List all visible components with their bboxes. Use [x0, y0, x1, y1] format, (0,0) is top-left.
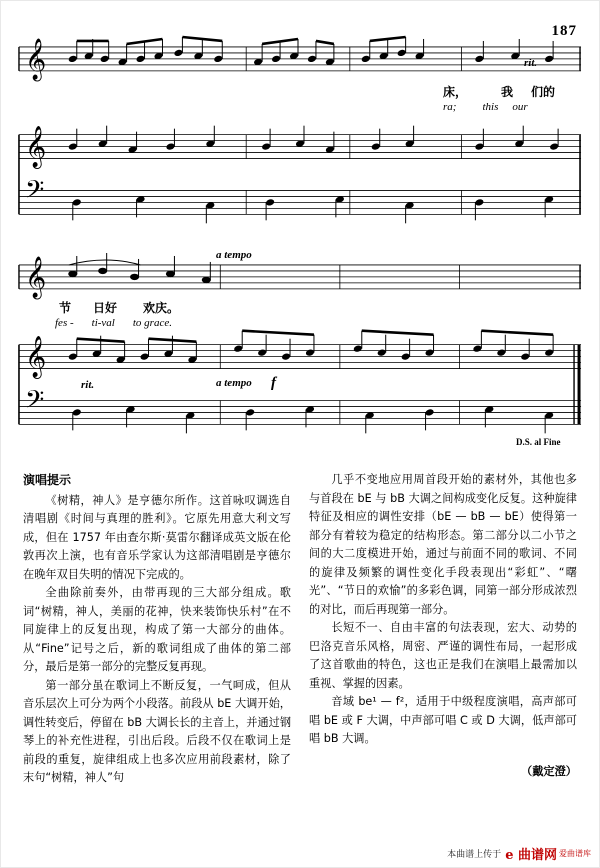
- logo-sub-text: 爱曲谱库: [559, 849, 591, 858]
- footer-text: 本曲谱上传于: [447, 850, 502, 860]
- system-2-staves: [11, 249, 589, 448]
- marking-rit-2: rit.: [81, 379, 95, 391]
- site-logo[interactable]: [505, 844, 591, 863]
- music-system-1: [11, 31, 589, 235]
- logo-mark-text: e 曲谱网: [505, 848, 557, 863]
- marking-rit-1: rit.: [524, 57, 538, 69]
- lyrics-cn-row-2: [59, 299, 179, 316]
- lyric-cn-token: 欢庆。: [143, 301, 180, 315]
- music-system-2: [11, 249, 589, 448]
- lyric-cn-token: 我: [501, 85, 514, 99]
- lyric-en-token: to grace.: [132, 317, 172, 329]
- marking-a-tempo-1: a tempo: [216, 249, 252, 261]
- article-column-right: [309, 471, 577, 788]
- lyric-en-token: fes -: [55, 317, 74, 329]
- dynamic-forte: f: [271, 375, 276, 391]
- article-signature: （戴定澄）: [521, 764, 577, 778]
- svg-text:𝄞: 𝄞: [24, 256, 47, 298]
- lyric-cn-token: 床，: [443, 85, 468, 99]
- lyric-cn-token: 们的: [531, 85, 556, 99]
- system-2-notation: [11, 249, 589, 448]
- svg-text:𝄞: 𝄞: [24, 38, 47, 80]
- article-paragraph: 全曲除前奏外，由带再现的三大部分组成。歌词“树精，神人，美丽的花神，快来装饰快乐村”在不同旋律上的反复出现，构成了第一大部分的曲体。从“Fine”记号之后，新的歌词组成了曲体的第二部分，最后是第一部分的完整反复再现。: [23, 586, 291, 673]
- article-column-left: [23, 471, 291, 788]
- article-paragraph: 第一部分虽在歌词上不断反复，一气呵成，但从音乐层次上可分为两个小段落。前段从 bE 大调开始，调性转变后，停留在 bB 大调长长的主音上，并通过钢琴上的补充性进程，引出后段。后段不仅在歌词上是前段的重复，旋律组成上也多次应用前段素材，除了末句“树精，神人”句: [23, 678, 292, 784]
- article-paragraph: 音域 be¹ — f²，适用于中级程度演唱，高声部可唱 bE 或 F 大调，中声部可唱 C 或 D 大调，低声部可唱 bB 大调。: [309, 695, 577, 745]
- svg-text:𝄞: 𝄞: [24, 336, 47, 378]
- lyrics-en-row-2: [55, 317, 172, 329]
- article-paragraph: 几乎不变地应用周首段开始的素材外，其他也多与首段在 bE 与 bB 大调之间构成变化反复。这种旋律特征及相应的调性安排（bE — bB — bE）使得第一部分有着较为稳定的结构形态。第二部分以二小节之间的大二度模进开始，通过与前面不同的歌词、不同的旋律及频繁的调性变化手段表现出“彩虹”、“曙光”、“节日的欢愉”的多彩色调，同第一部分形成浓烈的对比，而后再现第一部分。: [309, 473, 577, 616]
- svg-text:𝄢: 𝄢: [24, 385, 45, 421]
- svg-text:𝄞: 𝄞: [24, 126, 47, 168]
- ds-al-fine-marking: D.S. al Fine: [516, 437, 561, 447]
- article-paragraph: 长短不一、自由丰富的句法表现，宏大、动势的巴洛克音乐风格，周密、严谨的调性布局，一起形成了这首歌曲的特色，这也正是我们在演唱上最需加以重视、掌握的因素。: [309, 621, 577, 690]
- lyric-cn-token: 节: [59, 301, 72, 315]
- system-1-notation: [11, 31, 589, 235]
- lyric-en-token: our: [512, 101, 528, 113]
- footer-watermark: [447, 844, 591, 863]
- page-number: 187: [551, 23, 577, 39]
- marking-a-tempo-2: a tempo: [216, 377, 252, 389]
- system-1-staves: [11, 31, 589, 235]
- lyric-en-token: ra;: [443, 101, 457, 113]
- lyric-en-token: this: [482, 101, 499, 113]
- article-title: 演唱提示: [23, 473, 72, 487]
- lyric-cn-token: 日好: [93, 301, 118, 315]
- performance-notes: [23, 471, 579, 788]
- svg-text:𝄢: 𝄢: [24, 175, 45, 211]
- lyric-en-token: ti-val: [91, 317, 115, 329]
- lyrics-cn-row-1: [443, 83, 555, 100]
- lyrics-en-row-1: [443, 101, 528, 113]
- article-paragraph: 《树精，神人》是亨德尔所作。这首咏叹调选自清唱剧《时间与真理的胜利》。它原先用意大利文写成，但在 1757 年由查尔斯·莫雷尔翻译成英文版在伦敦再次上演，也有音乐学家认为这部清唱剧是亨德尔在晚年双目失明的情况下完成的。: [23, 493, 291, 581]
